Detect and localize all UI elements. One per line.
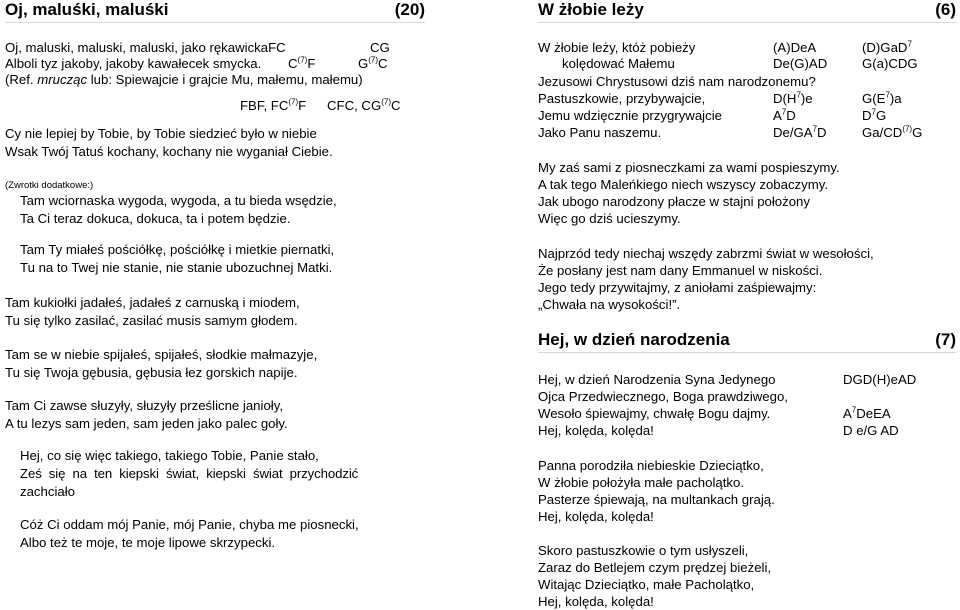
chord: Ga/CD$^{(7)}$G [862, 124, 923, 140]
chord: (D)GaD$^7$ [862, 39, 912, 55]
lyric-line: Hej, w dzień Narodzenia Syna Jedynego [538, 372, 776, 387]
lyric-line: Alboli tyz jakoby, jakoby kawałecek smycka. [5, 56, 262, 71]
chord: $A^7D$ [773, 107, 796, 123]
lyric-line: Ta Ci teraz dokuca, dokuca, ta i potem będzie. [20, 211, 291, 226]
chord: FC [268, 40, 286, 55]
lyric-line: Pastuszkowie, przybywajcie, [538, 91, 706, 106]
lyric-line: Hej, kolęda, kolęda! [538, 423, 654, 438]
song-heading-w-zlobie-lezy [538, 0, 956, 23]
lyric-line: Jako Panu naszemu. [538, 125, 662, 140]
chord: $G(E^7)a$ [862, 90, 902, 106]
chord: $C^{(7)}F$ [288, 55, 316, 71]
song-title: W żłobie leży [538, 0, 644, 19]
lyric-line: Tam kukiołki jadałeś, jadałeś z carnuską i miodem, [5, 295, 300, 310]
lyric-line: Zaraz do Betlejem czym prędzej bieżeli, [538, 560, 772, 575]
lyric-line: Wesoło śpiewajmy, chwałę Bogu dajmy. [538, 406, 771, 421]
chord: D e/G AD [843, 423, 899, 438]
lyric-line: Jego tedy przywitajmy, z aniołami zaśpiewajmy: [538, 280, 817, 295]
lyric-line: Tam Ty miałeś pościółkę, pościółkę i mietkie piernatki, [20, 242, 335, 257]
lyric-line: Skoro pastuszkowie o tym usłyszeli, [538, 543, 749, 558]
chord-line: CFC, CG$^{(7)}$C [327, 97, 401, 113]
lyric-line: Tu na to Twej nie stanie, nie stanie ubozuchnej Matki. [20, 260, 333, 275]
chord: G(a)CDG [862, 56, 918, 71]
lyric-line: W żłobie leży, któż pobieży [538, 40, 696, 55]
song-number: (20) [394, 0, 425, 19]
lyric-line: Tam Ci zawse słuzyły, słuzyły prześlicne janioły, [5, 398, 283, 413]
lyric-line: W żłobie położyła małe pacholątko. [538, 475, 744, 490]
song-heading-oj-maluski [5, 0, 425, 23]
chord: DGD(H)eAD [843, 372, 917, 387]
chord: CG [370, 40, 390, 55]
lyric-line: Najprzód tedy niechaj wszędy zabrzmi świat w wesołości, [538, 246, 874, 261]
lyric-line: Tu się tylko zasilać, zasilać musis samym głodem. [5, 313, 298, 328]
lyric-line: Cóż Ci oddam mój Panie, mój Panie, chyba me piosnecki, [20, 517, 359, 532]
chord: $G^{(7)}C$ [358, 55, 388, 71]
lyric-line: Albo też te moje, te moje lipowe skrzypecki. [20, 535, 276, 550]
lyric-line: Hej, kolęda, kolęda! [538, 594, 654, 609]
lyric-line: Wsak Twój Tatuś kochany, kochany nie wyganiał Ciebie. [5, 144, 333, 159]
lyric-line: Że posłany jest nam dany Emmanuel w niskości. [538, 263, 823, 278]
lyric-line: Tam se w niebie spijałeś, spijałeś, słodkie małmazyje, [5, 347, 318, 362]
chord: (A)DeA [773, 40, 817, 55]
lyric-line: „Chwała na wysokości!”. [538, 297, 681, 312]
chord: $D(H^7)e$ [773, 90, 813, 106]
lyric-line: Witając Dzieciątko, małe Pacholątko, [538, 577, 755, 592]
chord: $D^7G$ [862, 107, 887, 123]
lyric-line: My zaś sami z piosneczkami za wami pospieszymy. [538, 160, 840, 175]
chord: $A^7DeEA$ [843, 405, 891, 421]
lyric-line: Cy nie lepiej by Tobie, by Tobie siedzieć było w niebie [5, 126, 317, 141]
refrain-note: (Ref. mrucząc lub: Spiewajcie i grajcie Mu, małemu, małemu) [5, 72, 363, 87]
lyric-line: Więc go dziś ucieszymy. [538, 211, 681, 226]
lyric-line: Tam wciornaska wygoda, wygoda, a tu bieda wsędzie, [20, 193, 337, 208]
lyric-line: Ojca Przedwiecznego, Boga prawdziwego, [538, 389, 788, 404]
chord-line: FBF, FC$^{(7)}$F [240, 97, 307, 113]
lyric-line: Jemu wdzięcznie przygrywajcie [538, 108, 722, 123]
lyric-line: Jak ubogo narodzony płacze w stajni położony [538, 194, 810, 209]
song-number: (7) [935, 330, 956, 349]
song-number: (6) [935, 0, 956, 19]
lyric-line: A tak tego Maleńkiego niech wszyscy zobaczymy. [538, 177, 829, 192]
lyric-line: Tu się Twoja gębusia, gębusia łez gorskich napije. [5, 365, 298, 380]
lyric-line: Hej, kolęda, kolęda! [538, 509, 654, 524]
song-title: Oj, maluśki, maluśki [5, 0, 169, 19]
extra-verses-note: (Zwrotki dodatkowe:) [5, 180, 94, 191]
chord: $De/GA^7D$ [773, 124, 827, 140]
lyric-line: A tu lezys sam jeden, sam jeden jako palec goły. [5, 416, 288, 431]
lyric-line: Hej, co się więc takiego, takiego Tobie, Panie stało, [20, 448, 319, 463]
song-heading-hej-w-dzien-narodzenia [538, 330, 956, 353]
lyric-line: zachciało [20, 484, 75, 499]
chord: De(G)AD [773, 56, 828, 71]
song-title: Hej, w dzień narodzenia [538, 330, 730, 349]
lyric-line: Oj, maluski, maluski, maluski, jako rękawickaFC [5, 40, 286, 55]
lyric-line: kolędować Małemu [562, 56, 675, 71]
lyric-line: Jezusowi Chrystusowi dziś nam narodzonemu? [538, 74, 816, 89]
lyric-line: Pasterze śpiewają, na multankach grają. [538, 492, 775, 507]
lyric-line: Panna porodziła niebieskie Dzieciątko, [538, 458, 764, 473]
lyric-line: Ześ się na ten kiepski świat, kiepski świat przychodzić [20, 466, 359, 481]
